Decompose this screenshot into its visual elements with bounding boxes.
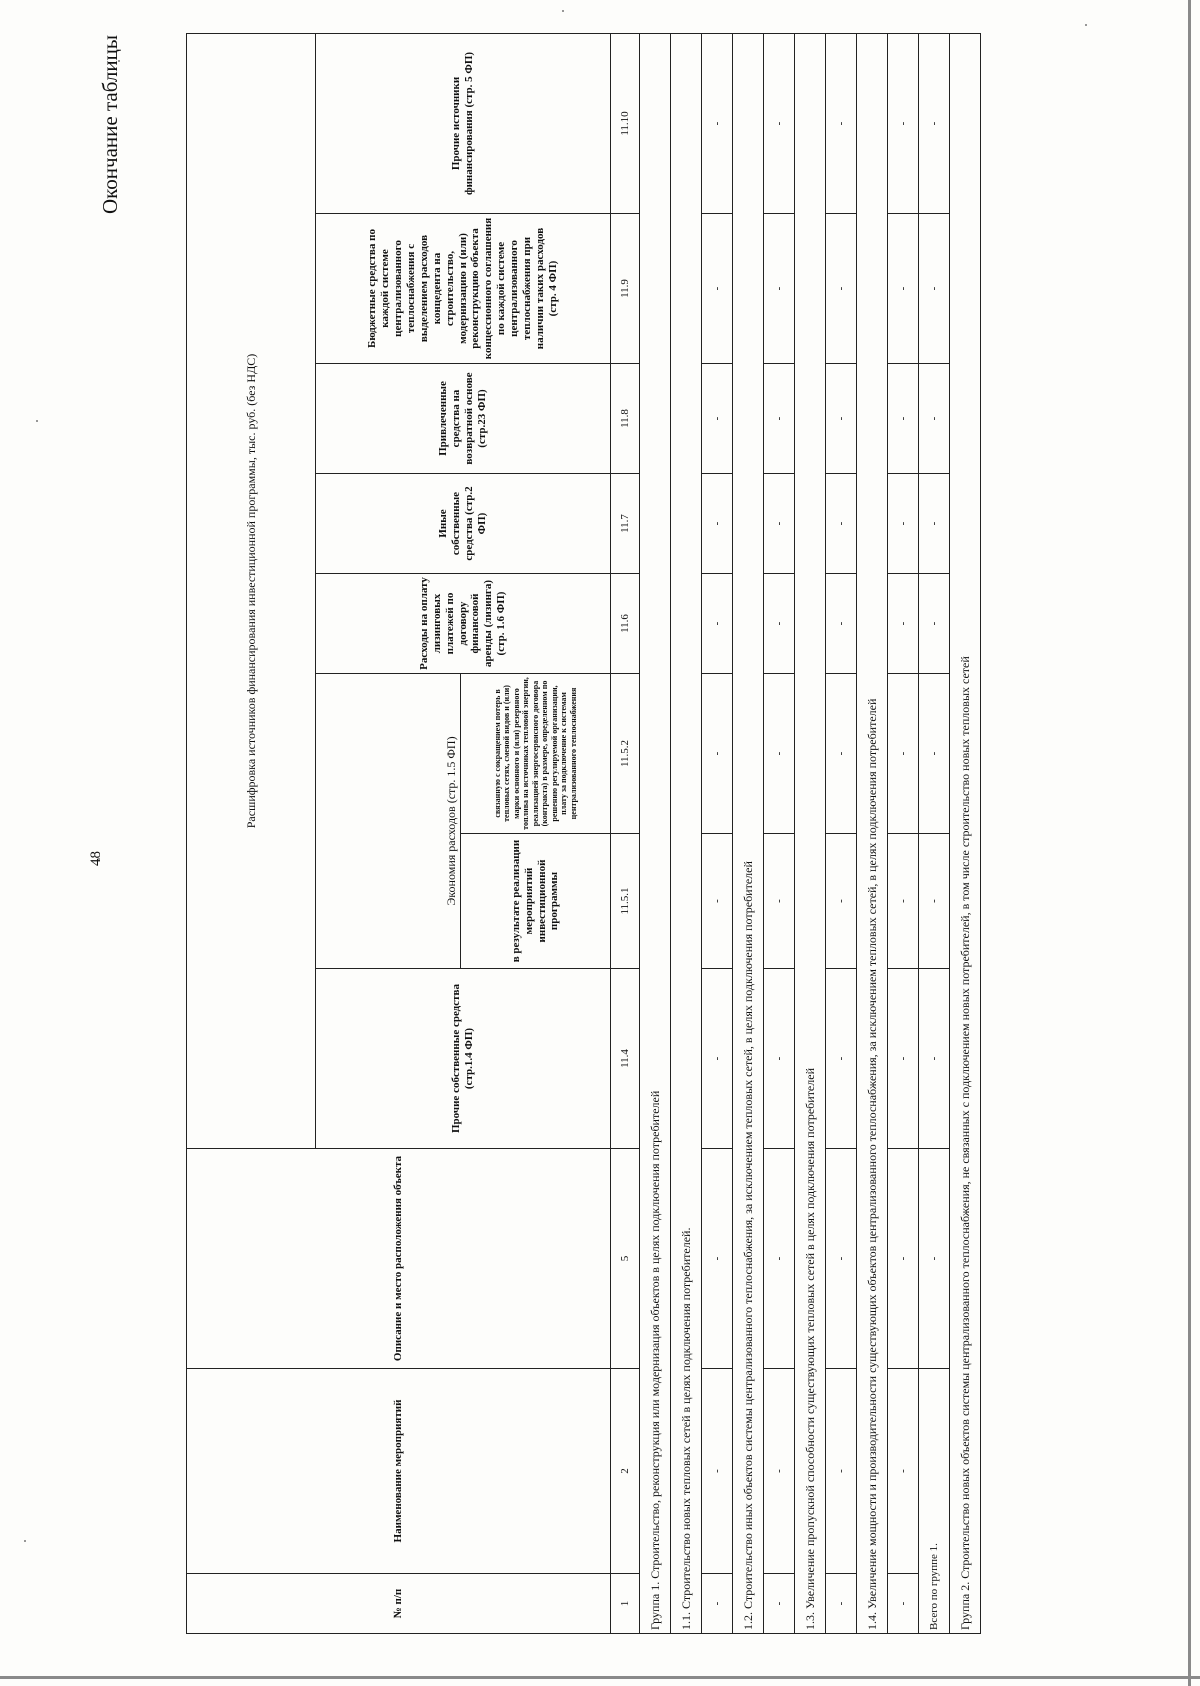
total-group-1-label: Всего по группе 1. [919,1369,950,1634]
header-attracted: Привлеченные средства на возвратной основе (стр.23 ФП) [316,364,611,474]
table-row [764,33,795,1633]
colnum-11-4: 11.4 [611,969,640,1149]
dash-cell: - [764,1369,795,1574]
dash-cell: - [764,1574,795,1634]
colnum-2: 2 [611,1369,640,1574]
scan-edge-bottom [0,1676,1200,1679]
dash-cell: - [826,969,857,1149]
header-row-1 [187,33,316,1633]
dash-cell: - [888,214,919,364]
group-row [950,33,981,1633]
dash-cell: - [888,1149,919,1369]
colnum-1: 1 [611,1574,640,1634]
dash-cell: - [919,33,950,213]
colnum-11-8: 11.8 [611,364,640,474]
dash-cell: - [919,1149,950,1369]
colnum-11-5-2: 11.5.2 [611,674,640,834]
header-economy-b: связанную с сокращением потерь в тепловых сетях, сменой видов и (или) марки основного и (или) резервного топлива на источниках тепловой энергии, реализацией энергосервисного договора (контракта) в размере, определенном по решению регулируемой организации, плату за подключение к системам централизованного теплоснабжения [461,674,611,834]
header-budget: Бюджетные средства по каждой системе централизованного теплоснабжения с выделением расходов концедента на строительство, модернизацию и (или) реконструкцию объекта концессионного соглашения по каждой системе централизованного теплоснабжения при наличии таких расходов (стр. 4 ФП) [316,214,611,364]
dash-cell: - [888,33,919,213]
scan-edge-right [1188,0,1191,1686]
header-description: Описание и место расположения объекта [187,1149,611,1369]
colnum-5: 5 [611,1149,640,1369]
dash-cell: - [919,574,950,674]
section-1-4-title: 1.4. Увеличение мощности и производительности существующих объектов централизованного теплоснабжения, за исключением тепловых сетей, в целях подключения потребителей [857,33,888,1633]
table-row [826,33,857,1633]
dash-cell: - [826,364,857,474]
header-decoding: Расшифровка источников финансирования инвестиционной программы, тыс. руб. (без НДС) [187,33,316,1148]
table-row [702,33,733,1633]
dash-cell: - [826,1574,857,1634]
dash-cell: - [702,214,733,364]
colnum-11-6: 11.6 [611,574,640,674]
dash-cell: - [826,574,857,674]
dash-cell: - [826,834,857,969]
dash-cell: - [702,474,733,574]
table-continuation-caption: Окончание таблицы [98,35,122,214]
column-numbers-row [611,33,640,1633]
dash-cell: - [919,364,950,474]
header-other-sources: Прочие источники финансирования (стр. 5 ФП) [316,33,611,213]
group-2-title: Группа 2. Строительство новых объектов системы централизованного теплоснабжения, не связанных с подключением новых потребителей, в том числе строительство новых тепловых сетей [950,33,981,1633]
dash-cell: - [764,674,795,834]
header-num: № п/п [187,1574,611,1634]
dash-cell: - [888,834,919,969]
group-1-title: Группа 1. Строительство, реконструкция или модернизация объектов в целях подключения потребителей [640,33,671,1633]
section-row [795,33,826,1633]
dash-cell: - [702,1574,733,1634]
dash-cell: - [919,969,950,1149]
dash-cell: - [702,969,733,1149]
section-1-1-title: 1.1. Строительство новых тепловых сетей в целях подключения потребителей. [671,33,702,1633]
group-row [640,33,671,1633]
dash-cell: - [919,474,950,574]
dash-cell: - [826,674,857,834]
dash-cell: - [764,1149,795,1369]
dash-cell: - [826,1149,857,1369]
dash-cell: - [764,364,795,474]
dash-cell: - [764,834,795,969]
dash-cell: - [888,674,919,834]
total-row [919,33,950,1633]
dash-cell: - [888,1574,919,1634]
dash-cell: - [764,969,795,1149]
dash-cell: - [826,214,857,364]
colnum-11-5-1: 11.5.1 [611,834,640,969]
table-row [888,33,919,1633]
financing-table-rotated [186,34,1086,1634]
dash-cell: - [826,33,857,213]
header-economy: Экономия расходов (стр. 1.5 ФП) [316,674,461,969]
header-economy-a: в результате реализации мероприятий инвестиционной программы [461,834,611,969]
dash-cell: - [888,574,919,674]
section-1-2-title: 1.2. Строительство иных объектов системы централизованного теплоснабжения, за исключением тепловых сетей, в целях подключения потребителей [733,33,764,1633]
section-row [733,33,764,1633]
dash-cell: - [702,834,733,969]
dash-cell: - [764,214,795,364]
dash-cell: - [888,1369,919,1574]
header-leasing: Расходы на оплату лизинговых платежей по договору финансовой аренды (лизинга) (стр. 1.6 ФП) [316,574,611,674]
header-name: Наименование мероприятий [187,1369,611,1574]
header-other-own: Прочие собственные средства (стр.1.4 ФП) [316,969,611,1149]
dash-cell: - [888,474,919,574]
colnum-11-7: 11.7 [611,474,640,574]
dash-cell: - [702,1369,733,1574]
dash-cell: - [888,364,919,474]
dash-cell: - [764,574,795,674]
dash-cell: - [826,1369,857,1574]
colnum-11-10: 11.10 [611,33,640,213]
section-row [671,33,702,1633]
dash-cell: - [919,674,950,834]
section-1-3-title: 1.3. Увеличение пропускной способности существующих тепловых сетей в целях подключения потребителей [795,33,826,1633]
dash-cell: - [826,474,857,574]
section-row [857,33,888,1633]
dash-cell: - [702,33,733,213]
financing-sources-table [186,33,981,1634]
dash-cell: - [702,574,733,674]
header-other-own-2: Иные собственные средства (стр.2 ФП) [316,474,611,574]
page-number: 48 [88,851,104,866]
dash-cell: - [702,674,733,834]
dash-cell: - [888,969,919,1149]
dash-cell: - [919,834,950,969]
dash-cell: - [919,214,950,364]
colnum-11-9: 11.9 [611,214,640,364]
dash-cell: - [764,33,795,213]
dash-cell: - [764,474,795,574]
dash-cell: - [702,1149,733,1369]
dash-cell: - [702,364,733,474]
